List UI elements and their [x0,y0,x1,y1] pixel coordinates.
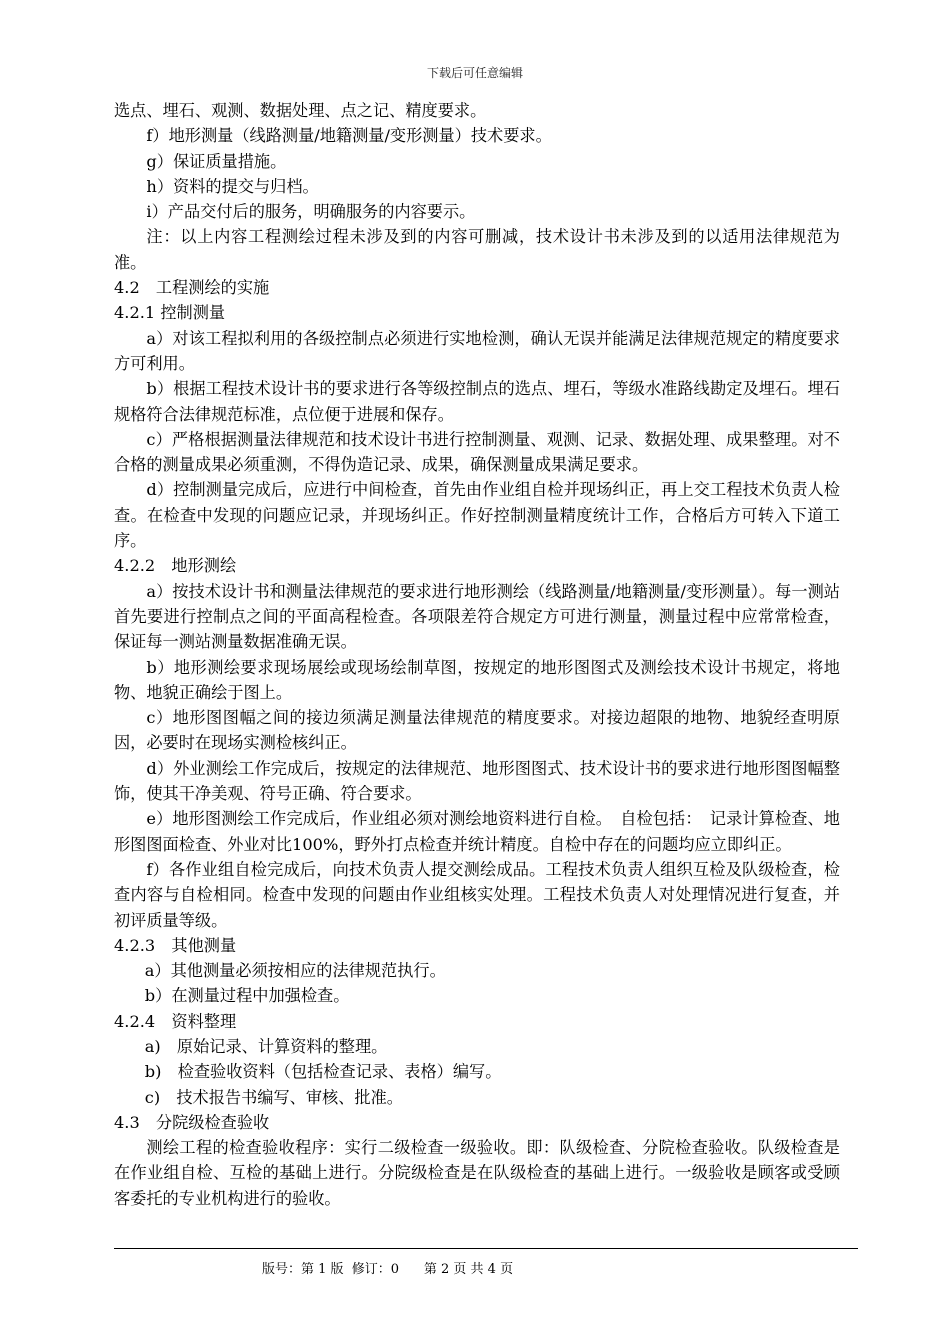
note-paragraph: 注：以上内容工程测绘过程未涉及到的内容可删减，技术设计书未涉及到的以适用法律规范为准。 [114,227,840,272]
list-item: b）在测量过程中加强检查。 [144,986,350,1006]
paragraph: f）各作业组自检完成后，向技术负责人提交测绘成品。工程技术负责人组织互检及队级检查，检查内容与自检相同。检查中发现的问题由作业组核实处理。工程技术负责人对处理情况进行复查，并初评质量等级。 [114,859,840,930]
section-heading: 4.2 工程测绘的实施 [114,278,270,298]
paragraph: i）产品交付后的服务，明确服务的内容要示。 [146,202,476,222]
paragraph: h）资料的提交与归档。 [146,176,319,196]
paragraph: a）对该工程拟利用的各级控制点必须进行实地检测，确认无误并能满足法律规范规定的精度要求方可利用。 [114,328,840,373]
paragraph: 选点、埋石、观测、数据处理、点之记、精度要求。 [114,101,487,120]
paragraph: 测绘工程的检查验收程序：实行二级检查一级验收。即：队级检查、分院检查验收。队级检查是在作业组自检、互检的基础上进行。分院级检查是在队级检查的基础上进行。一级验收是顾客或受顾客委托的专业机构进行的验收。 [114,1138,840,1208]
paragraph: g）保证质量措施。 [146,151,287,171]
page-footer: 版号：第 1 版 修订：0 第 2 页 共 4 页 [262,1262,514,1277]
list-item: a) 原始记录、计算资料的整理。 [144,1036,388,1056]
page-header: 下载后可任意编辑 [426,66,523,80]
subsection-heading: 4.2.3 其他测量 [114,935,237,955]
section-heading: 4.3 分院级检查验收 [114,1112,270,1132]
paragraph: a）按技术设计书和测量法律规范的要求进行地形测绘（线路测量/地籍测量/变形测量）。每一测站首先要进行控制点之间的平面高程检查。各项限差符合规定方可进行测量，测量过程中应常常检查，保证每一测站测量数据准确无误。 [114,581,840,652]
paragraph: d）控制测量完成后，应进行中间检查，首先由作业组自检并现场纠正，再上交工程技术负责人检查。在检查中发现的问题应记录，并现场纠正。作好控制测量精度统计工作，合格后方可转入下道工序。 [114,480,840,551]
list-item: b) 检查验收资料（包括检查记录、表格）编写。 [144,1062,502,1082]
paragraph: f）地形测量（线路测量/地籍测量/变形测量）技术要求。 [146,126,552,146]
paragraph: b）根据工程技术设计书的要求进行各等级控制点的选点、埋石，等级水准路线勘定及埋石。埋石规格符合法律规范标准，点位便于进展和保存。 [114,379,840,424]
document-body [114,98,840,1211]
footer-divider [114,1248,858,1249]
subsection-heading: 4.2.2 地形测绘 [114,556,237,576]
subsection-heading: 4.2.1 控制测量 [114,303,226,323]
list-item: a）其他测量必须按相应的法律规范执行。 [144,961,446,981]
paragraph: c）地形图图幅之间的接边须满足测量法律规范的精度要求。对接边超限的地物、地貌经查明原因，必要时在现场实测检核纠正。 [114,708,840,753]
paragraph: b）地形测绘要求现场展绘或现场绘制草图，按规定的地形图图式及测绘技术设计书规定，将地物、地貌正确绘于图上。 [114,657,840,702]
subsection-heading: 4.2.4 资料整理 [114,1011,237,1031]
list-item: c) 技术报告书编写、审核、批准。 [144,1087,403,1107]
paragraph: d）外业测绘工作完成后，按规定的法律规范、地形图图式、技术设计书的要求进行地形图图幅整饰，使其干净美观、符号正确、符合要求。 [114,758,840,804]
paragraph: e）地形图测绘工作完成后，作业组必须对测绘地资料进行自检。 自检包括： 记录计算检查、地形图图面检查、外业对比100%，野外打点检查并统计精度。自检中存在的问题均应立即纠正。 [114,809,840,854]
paragraph: c）严格根据测量法律规范和技术设计书进行控制测量、观测、记录、数据处理、成果整理。对不合格的测量成果必须重测，不得伪造记录、成果，确保测量成果满足要求。 [114,429,840,475]
